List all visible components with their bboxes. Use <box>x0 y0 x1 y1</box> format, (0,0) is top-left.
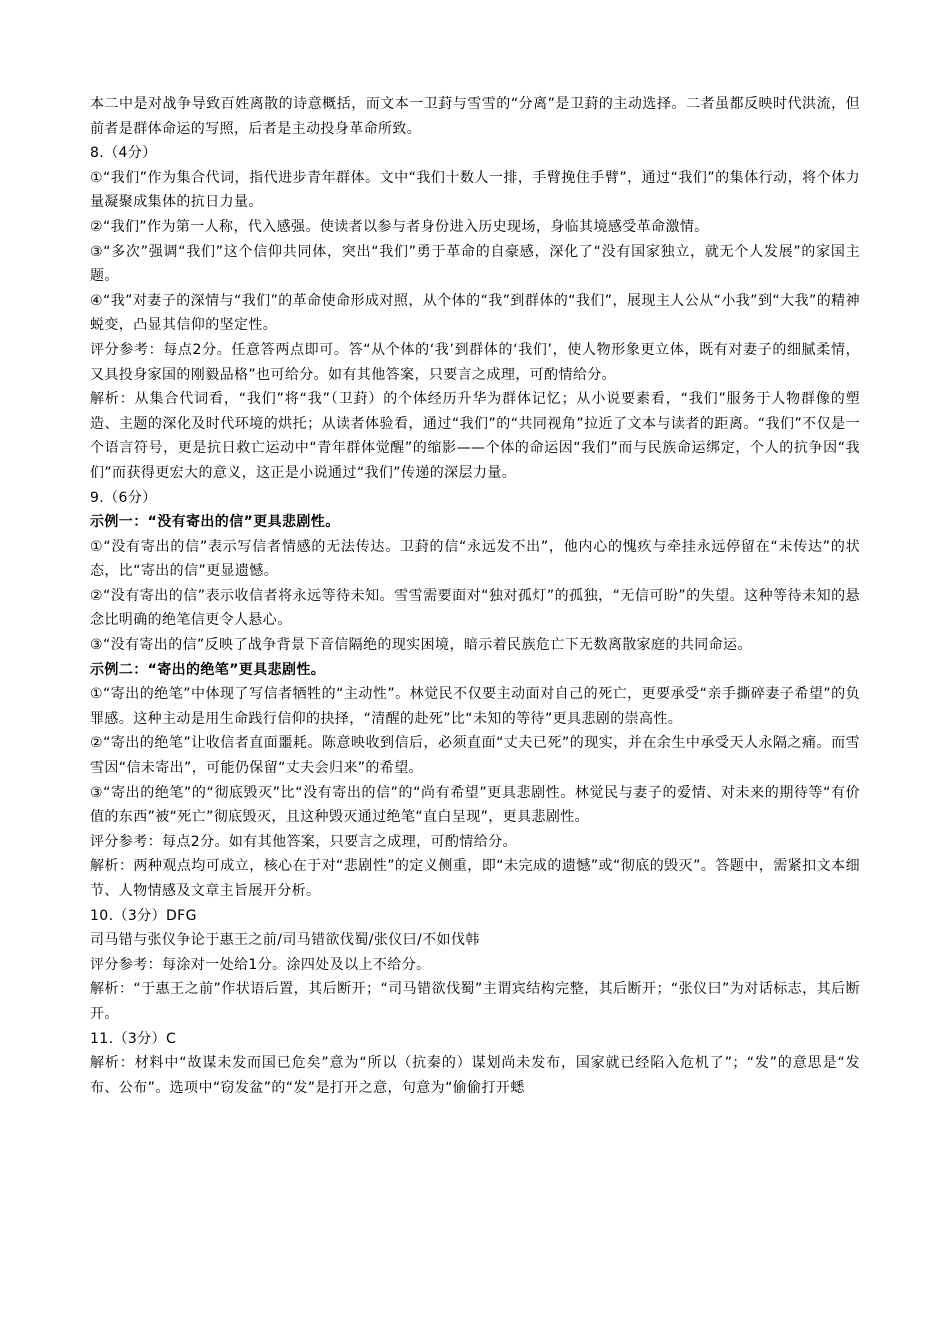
paragraph-line: ①“寄出的绝笔”中体现了写信者牺牲的“主动性”。林觉民不仅要主动面对自己的死亡，更要承受“亲手撕碎妻子希望”的负罪感。这种主动是用生命践行信仰的抉择，“清醒的赴死”比“未知的等待”更具悲剧的崇高性。 <box>90 686 860 727</box>
scoring-reference: 评分参考：每点2分。任意答两点即可。答“从个体的‘我’到群体的‘我们’，使人物形象更立体，既有对妻子的细腻柔情，又具投身家国的刚毅品格”也可给分。如有其他答案，只要言之成理，可酌情给分。 <box>90 341 860 383</box>
scoring-reference: 评分参考：每点2分。如有其他答案，只要言之成理，可酌情给分。 <box>90 833 517 850</box>
analysis: 解析：两种观点均可成立，核心在于对“悲剧性”的定义侧重，即“未完成的遗憾”或“彻底的毁灭”。答题中，需紧扣文本细节、人物情感及文章主旨展开分析。 <box>90 858 860 899</box>
paragraph-line: ③“没有寄出的信”反映了战争背景下音信隔绝的现实困境，暗示着民族危亡下无数离散家庭的共同命运。 <box>90 637 752 654</box>
question-10-heading: 10.（3分）DFG <box>90 907 197 924</box>
example-one-heading: 示例一：“没有寄出的信”更具悲剧性。 <box>90 514 340 531</box>
scoring-reference: 评分参考：每涂对一处给1分。涂四处及以上不给分。 <box>90 956 431 973</box>
question-8-heading: 8.（4分） <box>90 145 157 162</box>
paragraph-line: ①“没有寄出的信”表示写信者情感的无法传达。卫葑的信“永远发不出”，他内心的愧疚与牵挂永远停留在“未传达”的状态，比“寄出的信”更显遗憾。 <box>90 538 860 580</box>
question-9-heading: 9.（6分） <box>90 489 157 506</box>
paragraph-line: ②“没有寄出的信”表示收信者将永远等待未知。雪雪需要面对“独对孤灯”的孤独，“无信可盼”的失望。这种等待未知的悬念比明确的绝笔信更令人悬心。 <box>90 587 860 629</box>
paragraph-line: ②“寄出的绝笔”让收信者直面噩耗。陈意映收到信后，必须直面“丈夫已死”的现实，并在余生中承受天人永隔之痛。而雪雪因“信未寄出”，可能仍保留“丈夫会归来”的希望。 <box>90 735 860 777</box>
example-two-heading: 示例二：“寄出的绝笔”更具悲剧性。 <box>90 661 326 678</box>
paragraph-line: 本二中是对战争导致百姓离散的诗意概括，而文本一卫葑与雪雪的“分离”是卫葑的主动选择。二者虽都反映时代洪流，但前者是群体命运的写照，后者是主动投身革命所致。 <box>90 96 860 137</box>
analysis: 解析：“于惠王之前”作状语后置，其后断开；“司马错欲伐蜀”主谓宾结构完整，其后断开；“张仪曰”为对话标志，其后断开。 <box>90 981 860 1022</box>
paragraph-line: 司马错与张仪争论于惠王之前/司马错欲伐蜀/张仪曰/不如伐韩 <box>90 932 480 949</box>
paragraph-line: ②“我们”作为第一人称，代入感强。使读者以参与者身份进入历史现场，身临其境感受革命激情。 <box>90 218 709 235</box>
paragraph-line: ④“我”对妻子的深情与“我们”的革命使命形成对照，从个体的“我”到群体的“我们”，展现主人公从“小我”到“大我”的精神蜕变，凸显其信仰的坚定性。 <box>90 292 860 334</box>
analysis: 解析：材料中“故谋未发而国已危矣”意为“所以（抗秦的）谋划尚未发布，国家就已经陷入危机了”；“发”的意思是“发布、公布”。选项中“窃发盆”的“发”是打开之意，句意为“偷偷打开蟋 <box>90 1055 860 1096</box>
paragraph-line: ①“我们”作为集合代词，指代进步青年群体。文中“我们十数人一排，手臂挽住手臂”，通过“我们”的集体行动，将个体力量凝聚成集体的抗日力量。 <box>90 169 860 211</box>
paragraph-line: ③“寄出的绝笔”的“彻底毁灭”比“没有寄出的信”的“尚有希望”更具悲剧性。林觉民与妻子的爱情、对未来的期待等“有价值的东西”被“死亡”彻底毁灭，且这种毁灭通过绝笔“直白呈现”，更具悲剧性。 <box>90 784 860 826</box>
question-11-heading: 11.（3分）C <box>90 1030 177 1047</box>
paragraph-line: ③“多次”强调“我们”这个信仰共同体，突出“我们”勇于革命的自豪感，深化了“没有国家独立，就无个人发展”的家国主题。 <box>90 243 860 285</box>
document-page <box>90 92 860 1100</box>
analysis: 解析：从集合代词看，“我们”将“我”（卫葑）的个体经历升华为群体记忆；从小说要素看，“我们”服务于人物群像的塑造、主题的深化及时代环境的烘托；从读者体验看，通过“我们”的“共同视角”拉近了文本与读者的距离。“我们”不仅是一个语言符号，更是抗日救亡运动中“青年群体觉醒”的缩影——个体的命运因“我们”而与民族命运绑定，个人的抗争因“我们”而获得更宏大的意义，这正是小说通过“我们”传递的深层力量。 <box>90 391 860 481</box>
